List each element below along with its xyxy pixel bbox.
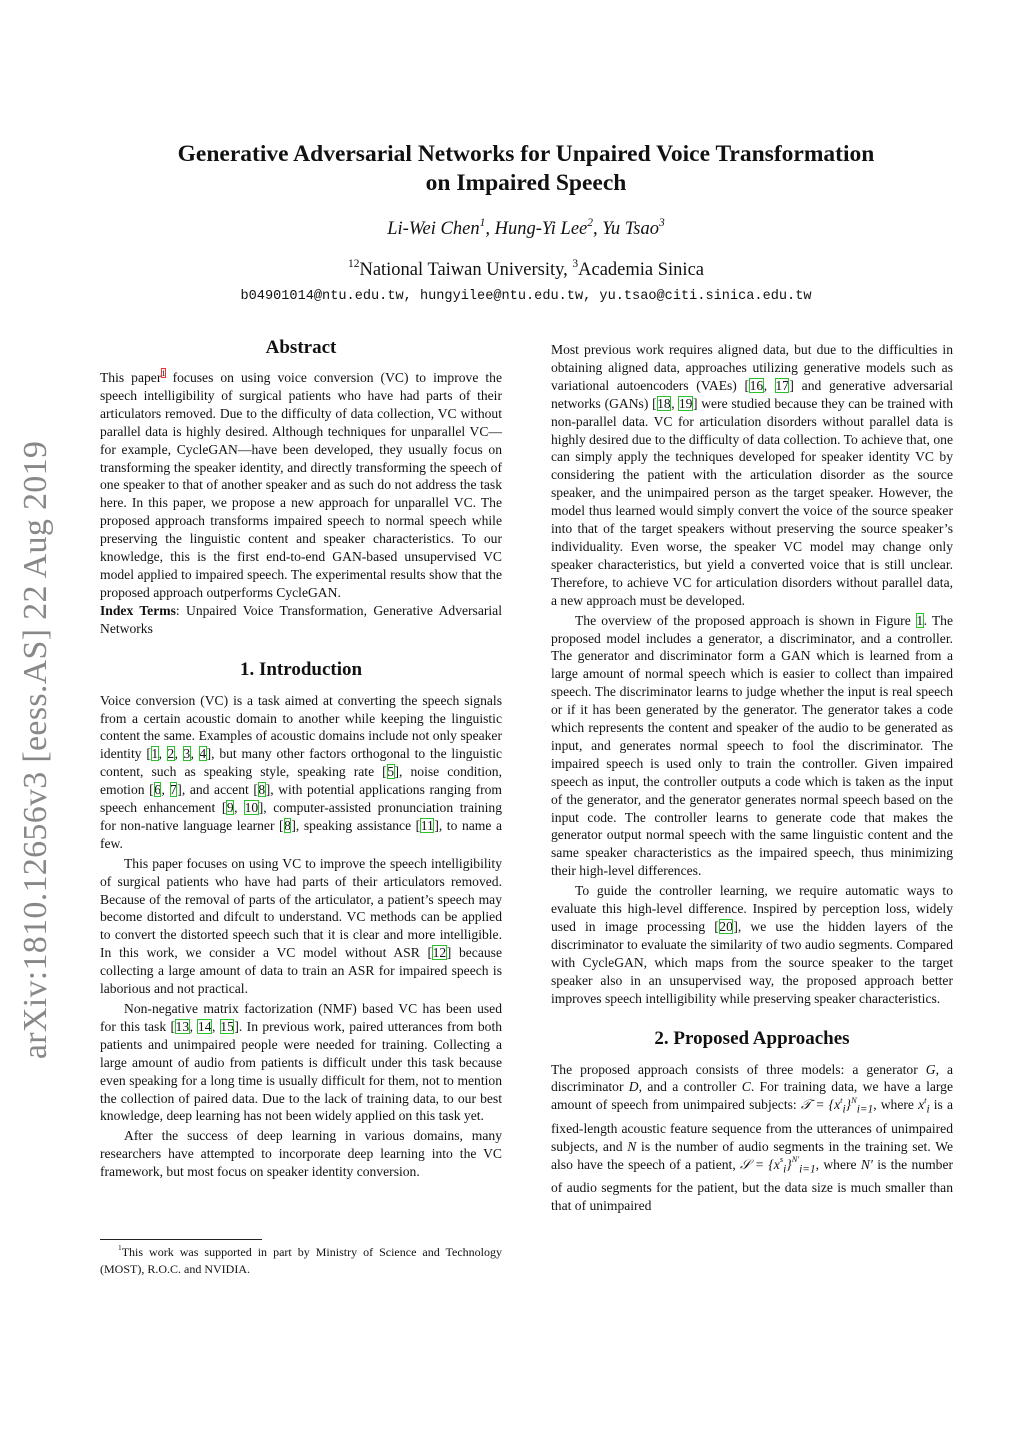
figure-link[interactable]: 1	[916, 612, 924, 628]
section2-heading: 2. Proposed Approaches	[654, 1027, 850, 1049]
intro-heading: 1. Introduction	[239, 658, 363, 680]
arxiv-sidebar	[8, 435, 64, 1065]
citation-link[interactable]: 17	[775, 377, 789, 393]
abstract-body: This paper$^1$ focuses on using voice conversion (VC) to improve the speech intelligibility of surgical patients who have had parts of their articulators removed. Due to the difficulty of data collection, VC without parallel data is highly desired. Although techniques for unparallel VC—for example, CycleGAN—have been developed, they usually focus on transforming the speaker identity, and directly transforming the speech of one speaker to that of another speaker and as such do not address the task here. In this paper, we propose a new approach for unparallel VC. The proposed approach transforms impaired speech to normal speech while preserving the linguistic content and speaker characteristics. To our knowledge, this is the first end-to-end GAN-based unsupervised VC model applied to impaired speech. The experimental results show that the proposed approach outperforms CycleGAN.	[100, 367, 502, 600]
intro-paragraph: After the success of deep learning in various domains, many researchers have attempted to incorporate deep learning into the VC framework, but most focus on speaker identity conversion.	[100, 1128, 502, 1180]
footnote-link[interactable]: 1	[161, 367, 166, 378]
intro-paragraph: This paper focuses on using VC to improve the speech intelligibility of surgical patients who have had parts of their articulators removed. Because of the removal of parts of the articulator, a patient’s speech may become distorted and difcult to understand. VC methods can be applied to convert the distorted speech such that it is clear and more intelligible. In this work, we consider a VC model without ASR [12] because collecting a large amount of data to train an ASR for impaired speech is laborious and not practical.	[100, 855, 502, 997]
citation-link[interactable]: 16	[749, 377, 764, 393]
math-symbol: D	[628, 1079, 639, 1095]
affiliations	[100, 257, 952, 281]
right-column	[551, 341, 953, 1215]
paper-title	[100, 140, 952, 198]
math-symbol: $x^t_i$	[918, 1094, 930, 1117]
author-mark: 3	[659, 216, 665, 229]
abstract-heading: Abstract	[265, 337, 337, 358]
affiliation-ntu: National Taiwan University,	[359, 260, 573, 280]
arxiv-identifier: arXiv:1810.12656v3 [eess.AS] 22 Aug 2019	[17, 440, 54, 1060]
affiliation-sinica: Academia Sinica	[578, 260, 704, 280]
math-set-s: 𝒮 = $\{x^s_i\}^{N'}_{i=1}$	[740, 1154, 816, 1176]
author-name: Yu Tsao	[602, 219, 659, 239]
citation-link[interactable]: 8	[258, 782, 266, 798]
citation-link[interactable]: 14	[197, 1018, 212, 1034]
citation-link[interactable]: 19	[678, 395, 693, 411]
affiliation-mark: 3	[572, 257, 579, 270]
intro-paragraph: Non-negative matrix factorization (NMF) based VC has been used for this task [13, 14, 15]. In previous work, paired utterances from both patients and unimpaired people were needed for training. Collecting a large amount of audio from patients is difficult under this task because even speaking for a long time is usually difficult for them, not to mention the collection of paired data. Due to the lack of training data, to our best knowledge, deep learning has not been widely applied on this task yet.	[100, 1001, 503, 1124]
title-line-1: Generative Adversarial Networks for Unpaired Voice Transformation	[177, 141, 875, 167]
citation-link[interactable]: 4	[199, 746, 207, 762]
citation-link[interactable]: 8	[284, 817, 291, 833]
index-terms: Index Terms: Unpaired Voice Transformation, Generative Adversarial Networks	[100, 602, 502, 636]
citation-link[interactable]: 20	[719, 919, 733, 934]
title-line-2: on Impaired Speech	[425, 170, 627, 196]
citation-link[interactable]: 6	[154, 782, 161, 798]
author-mark: 2	[587, 216, 593, 229]
author-mark: 1	[479, 216, 486, 229]
citation-link[interactable]: 1	[151, 746, 159, 762]
citation-link[interactable]: 7	[170, 782, 177, 798]
citation-link[interactable]: 11	[420, 817, 434, 833]
citation-link[interactable]: 10	[244, 800, 259, 816]
author-emails: b04901014@ntu.edu.tw, hungyilee@ntu.edu.tw, yu.tsao@citi.sinica.edu.tw	[240, 289, 812, 304]
math-set-t: 𝒯 = $\{x^t_i\}^N_{i=1}$	[800, 1094, 874, 1117]
citation-link[interactable]: 5	[387, 764, 394, 780]
math-symbol: N′	[860, 1156, 873, 1172]
body-paragraph: To guide the controller learning, we require automatic ways to evaluate this high-level difference. Inspired by perception loss, widely used in image processing [20], we use the hidden layers of the discriminator to evaluate the similarity of two audio segments. Compared with CycleGAN, which maps from the source speaker to the target speaker also in an unsupervised way, the proposed approach better improves speech intelligibility while preserving speaker characteristics.	[551, 883, 954, 1006]
footnote-mark: 1	[118, 1243, 122, 1253]
citation-link[interactable]: 13	[175, 1018, 190, 1034]
footnote: $^1$This work was supported in part by Ministry of Science and Technology (MOST), R.O.C. and NVIDIA.	[100, 1243, 502, 1276]
body-paragraph: Most previous work requires aligned data, but due to the difficulties in obtaining aligned data, approaches utilizing generative models such as variational autoencoders (VAEs) [16, 17] and generative adversarial networks (GANs) [18, 19] were studied because they can be trained with non-parallel data. VC for articulation disorders without parallel data is highly desired due to the difficulty of data collection. To achieve that, one can simply apply the techniques developed for speaker identity VC by considering the patient with the articulation disorder as the source speaker, and the unimpaired person as the target speaker. However, the model thus learned would simply convert the voice of the source speaker into that of the target speakers without preserving the source speaker’s individuality. Even worse, the speaker VC model may change only speaker characteristics, but yield a converted voice that is still unclear. Therefore, to achieve VC for articulation disorders without parallel data, a new approach must be developed.	[551, 342, 954, 608]
author-list: Li-Wei Chen$^1$, Hung-Yi Lee$^2$, Yu Tsao$^3$	[387, 216, 665, 239]
citation-link[interactable]: 18	[657, 395, 671, 411]
body-paragraph: The overview of the proposed approach is shown in Figure 1. The proposed model includes a generator, a discriminator, and a controller. The generator and discriminator form a GAN which is learned from a large amount of normal speech which is easier to collect than impaired speech. The discriminator learns to judge whether the input is real speech or if it has been generated by the generator. The generator takes a code which represents the content and speaker of the audio to be generated as input, and generates normal speech to fool the discriminator. The impaired speech is used only to train the controller. Given impaired speech as input, the controller outputs a code which is taken as the input of the generator, and the generator generates normal speech based on the input code. The controller learns to generate code that makes the generator output normal speech with the same linguistic content and the same speaker characteristics as the impaired speech, thus minimizing their high-level differences.	[551, 612, 953, 879]
citation-link[interactable]: 12	[432, 945, 447, 961]
affiliation-mark: 12	[347, 257, 360, 270]
index-terms-label: Index Terms	[100, 602, 176, 618]
citation-link[interactable]: 3	[183, 746, 191, 762]
citation-link[interactable]: 2	[167, 746, 175, 762]
math-symbol: C	[741, 1079, 751, 1095]
math-symbol: G	[925, 1061, 936, 1077]
body-paragraph: The proposed approach consists of three models: a generator G, a discriminator D, and a controller C. For training data, we have a large amount of speech from unimpaired subjects: 𝒯 = $\{x^t_i\}^N_{i=1}$, where $x^t_i$ is a fixed-length acoustic feature sequence from the utterances of unimpaired subjects, and N is the number of audio segments in the training set. We also have the speech of a patient, 𝒮 = $\{x^s_i\}^{N'}_{i=1}$, where N′ is the number of audio segments for the patient, but the data size is much smaller than that of unimpaired	[551, 1061, 954, 1214]
footnote-rule	[100, 1239, 262, 1240]
intro-paragraph: Voice conversion (VC) is a task aimed at converting the speech signals from a certain acoustic domain to another while keeping the linguistic content the same. Examples of acoustic domains include not only speaker identity [1, 2, 3, 4], but many other factors orthogonal to the linguistic content, such as speaking style, speaking rate [5], noise condition, emotion [6, 7], and accent [8], with potential applications ranging from speech enhancement [9, 10], computer-assisted pronunciation training for non-native language learner [8], speaking assistance [11], to name a few.	[100, 692, 503, 851]
citation-link[interactable]: 9	[226, 800, 234, 816]
author-name: Hung-Yi Lee	[494, 219, 588, 239]
author-name: Li-Wei Chen	[387, 219, 480, 239]
math-symbol: N	[627, 1138, 637, 1154]
citation-link[interactable]: 15	[220, 1018, 234, 1034]
left-column	[100, 336, 502, 1181]
